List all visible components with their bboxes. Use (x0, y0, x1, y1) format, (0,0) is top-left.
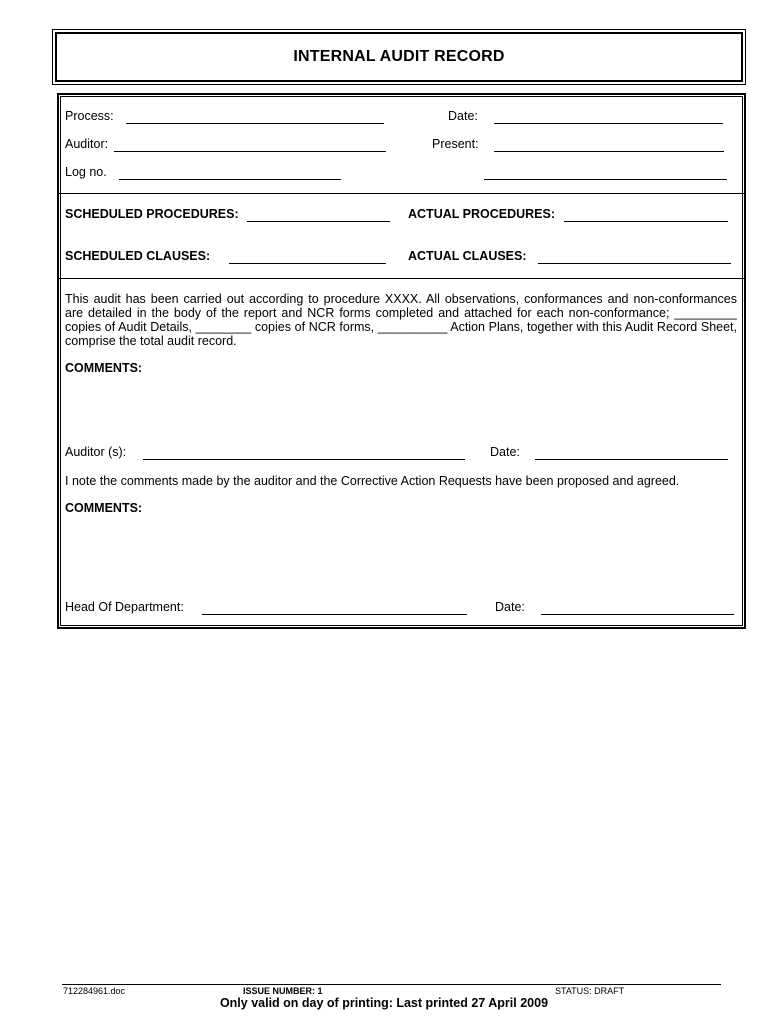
process-field[interactable] (126, 123, 384, 124)
auditor-label: Auditor: (65, 137, 109, 151)
present-label: Present: (432, 137, 479, 151)
scheduled-clauses-label: SCHEDULED CLAUSES: (65, 249, 211, 263)
audit-form (57, 93, 746, 629)
actual-clauses-field[interactable] (538, 263, 731, 264)
footer-status: STATUS: DRAFT (555, 986, 625, 996)
scheduled-clauses-field[interactable] (229, 263, 386, 264)
title-box (55, 32, 743, 82)
comments-label: COMMENTS: (65, 501, 143, 515)
page-title: INTERNAL AUDIT RECORD (293, 48, 505, 65)
auditors-field[interactable] (143, 459, 465, 460)
scheduled-procedures-field[interactable] (247, 221, 390, 222)
section-divider (59, 193, 744, 194)
comments-label: COMMENTS: (65, 361, 143, 375)
present-field-extra[interactable] (484, 179, 727, 180)
footer-divider (62, 984, 721, 985)
footer-validity: Only valid on day of printing: Last printed 27 April 2009 (219, 996, 549, 1010)
hod-date-field[interactable] (541, 614, 734, 615)
scheduled-procedures-label: SCHEDULED PROCEDURES: (65, 207, 239, 221)
hod-field[interactable] (202, 614, 467, 615)
agreement-text: I note the comments made by the auditor and the Corrective Action Requests have been proposed and agreed. (65, 474, 680, 488)
auditor-field[interactable] (114, 151, 386, 152)
date-field[interactable] (494, 123, 723, 124)
actual-procedures-label: ACTUAL PROCEDURES: (408, 207, 555, 221)
audit-statement: This audit has been carried out according to procedure XXXX. All observations, conformances and non-conformances are detailed in the body of the report and NCR forms completed and attached for each non-conformance; _________ copies of Audit Details, ________ copies of NCR forms, __________ Action Plans, together with this Audit Record Sheet, comprise the total audit record. (65, 292, 737, 348)
hod-label: Head Of Department: (65, 600, 184, 614)
actual-procedures-field[interactable] (564, 221, 728, 222)
process-label: Process: (65, 109, 114, 123)
hod-date-label: Date: (495, 600, 525, 614)
footer-issue: ISSUE NUMBER: 1 (243, 986, 323, 996)
actual-clauses-label: ACTUAL CLAUSES: (408, 249, 527, 263)
auditors-date-label: Date: (490, 445, 520, 459)
log-field[interactable] (119, 179, 341, 180)
date-label: Date: (448, 109, 478, 123)
log-label: Log no. (65, 165, 107, 179)
present-field[interactable] (494, 151, 724, 152)
section-divider (59, 278, 744, 279)
auditors-label: Auditor (s): (65, 445, 127, 459)
footer-filename: 712284961.doc (63, 986, 126, 996)
auditors-date-field[interactable] (535, 459, 728, 460)
